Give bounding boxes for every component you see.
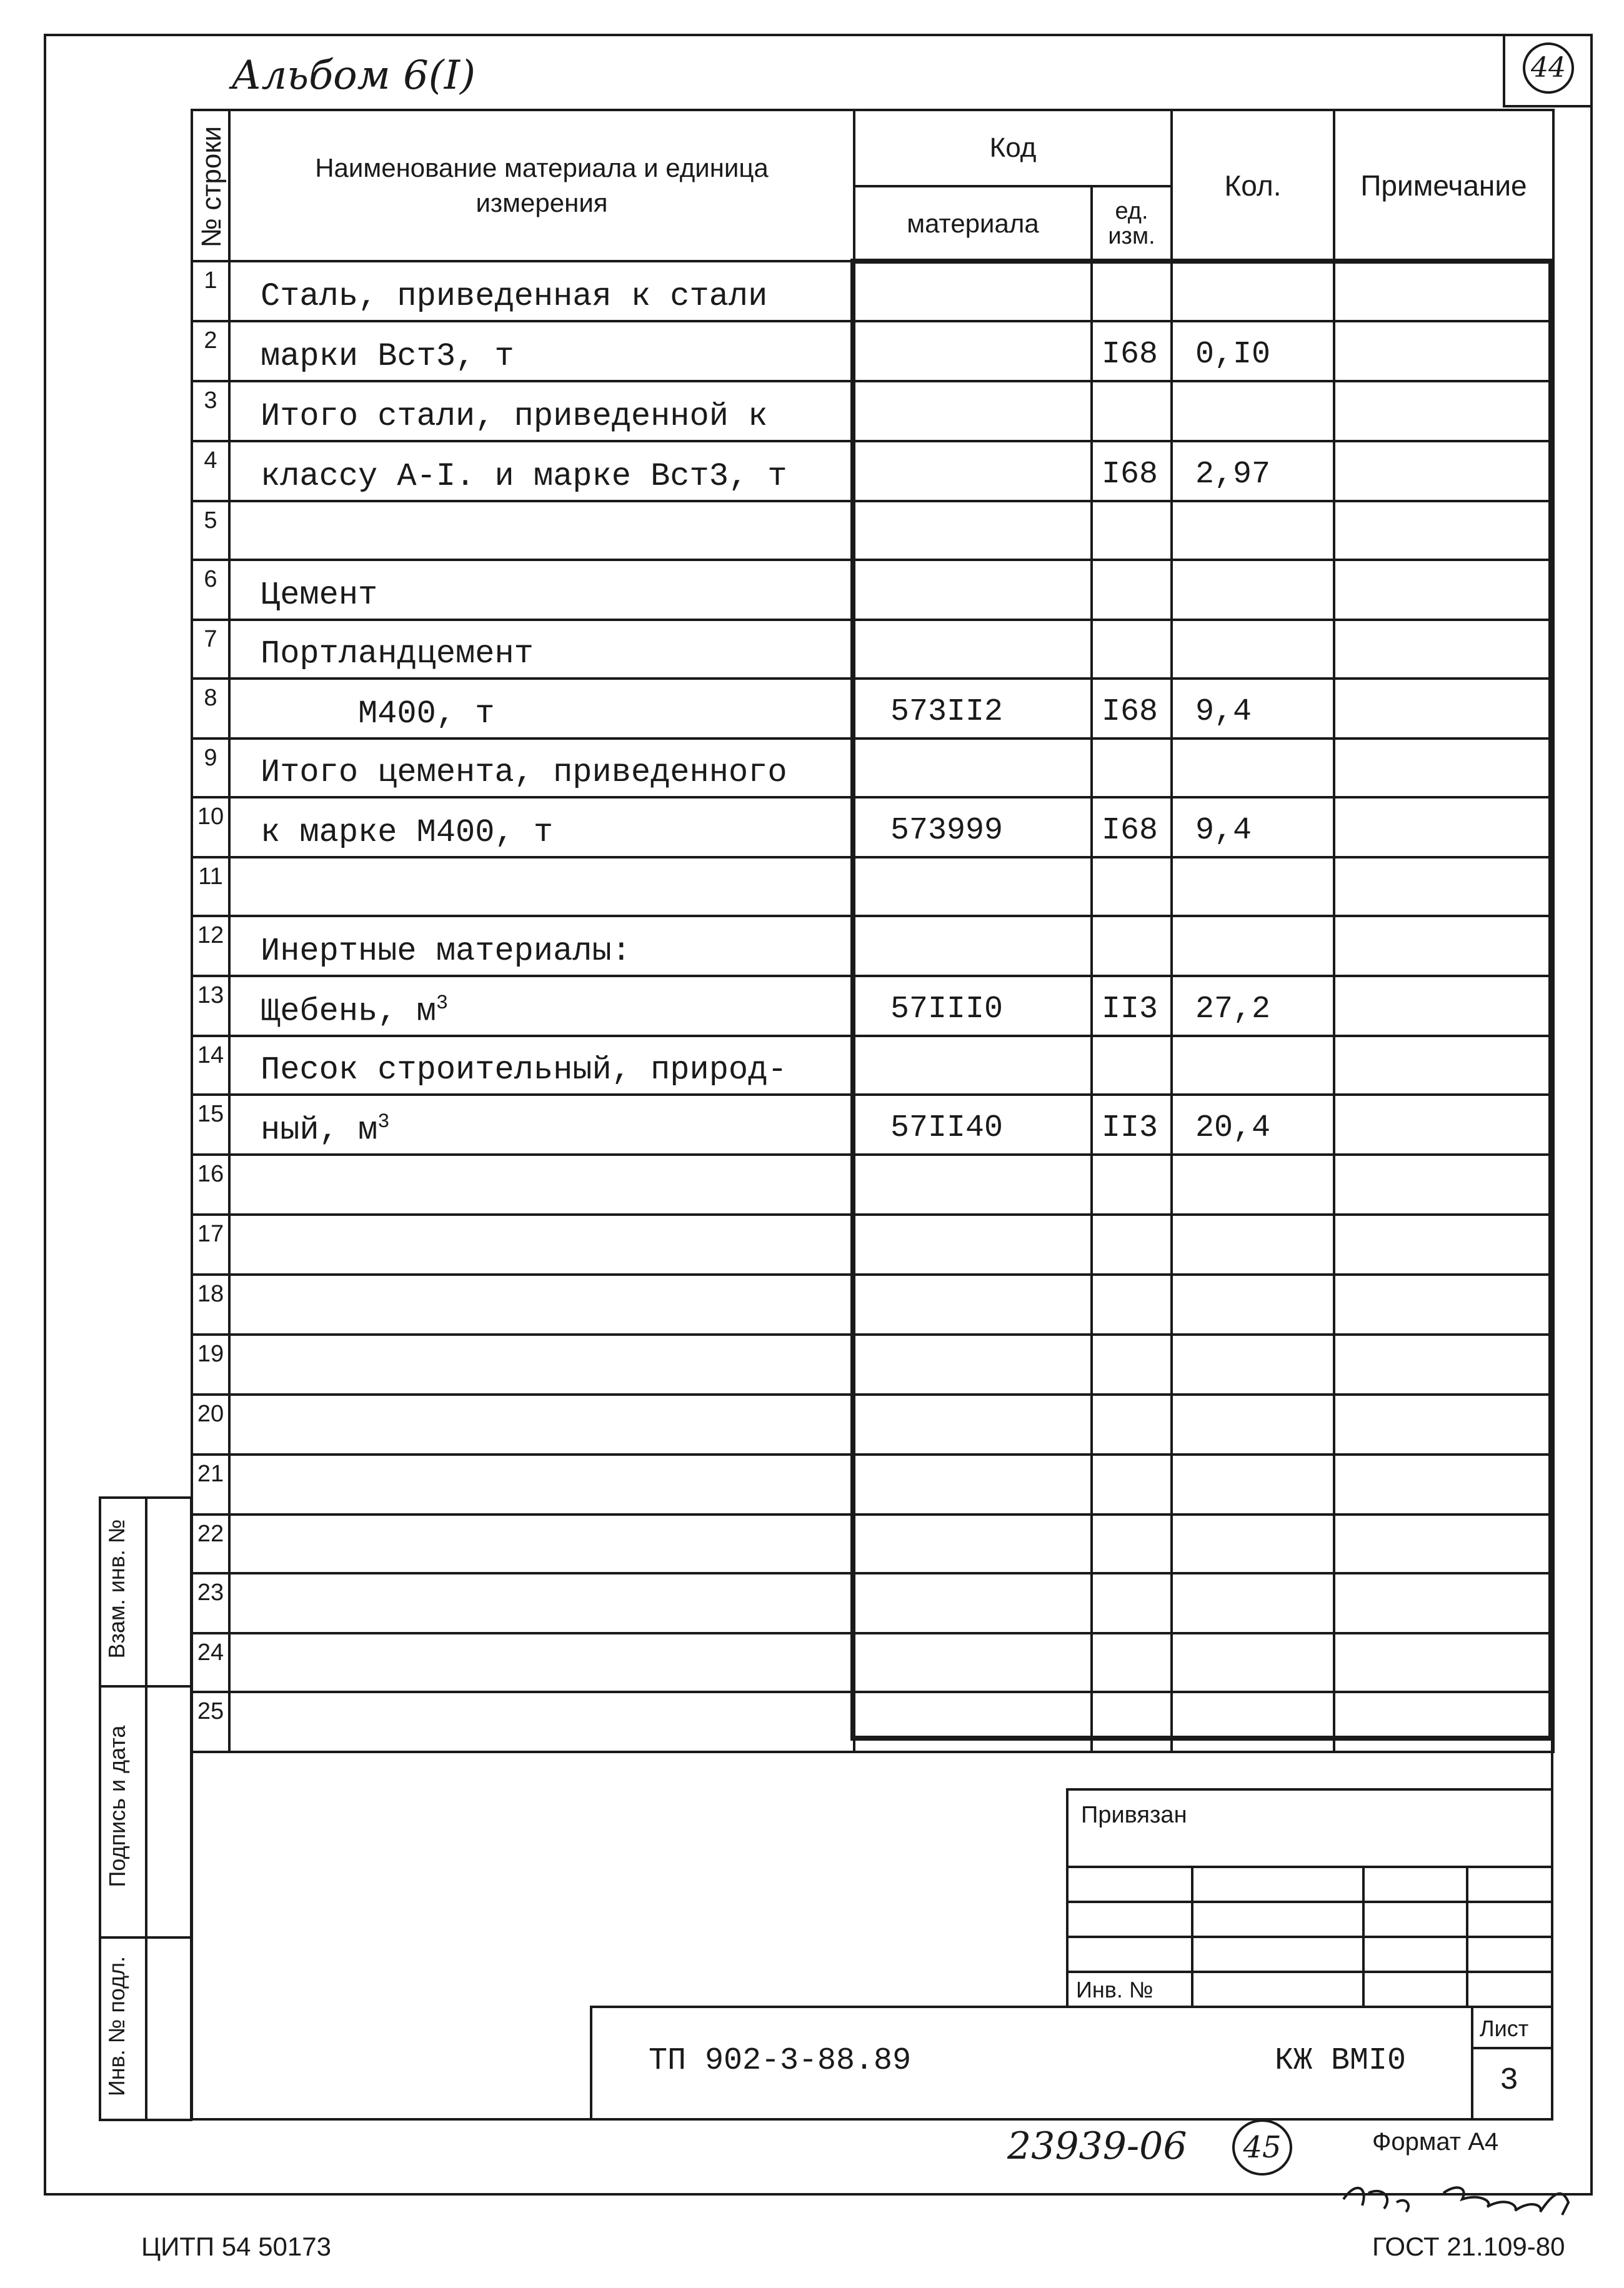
note (1334, 797, 1553, 857)
note (1334, 1095, 1553, 1155)
table-row (192, 739, 1553, 797)
material-code (854, 501, 1092, 560)
quantity (1172, 620, 1334, 679)
note (1334, 1573, 1553, 1633)
quantity (1172, 560, 1334, 620)
material-name (229, 501, 854, 560)
quantity (1172, 1215, 1334, 1275)
material-code (854, 620, 1092, 679)
note (1334, 1455, 1553, 1515)
table-row (192, 1455, 1553, 1515)
unit-code (1092, 739, 1172, 797)
material-code: 57III0 (854, 976, 1092, 1036)
material-name (229, 976, 854, 1036)
note (1334, 501, 1553, 560)
signature (1337, 2168, 1587, 2224)
material-name (229, 441, 854, 501)
table-row (192, 1573, 1553, 1633)
material-name (229, 1633, 854, 1692)
header-row-no (192, 110, 229, 261)
quantity: 20,4 (1172, 1095, 1334, 1155)
unit-code: I68 (1092, 441, 1172, 501)
material-name-text: Итого цемента, приведенного (261, 754, 787, 791)
note (1334, 1275, 1553, 1335)
table-row (192, 441, 1553, 501)
material-code: 57II40 (854, 1095, 1092, 1155)
material-code (854, 321, 1092, 381)
table-row (192, 1275, 1553, 1335)
material-name (229, 1155, 854, 1215)
header-code-material: материала (854, 186, 1092, 261)
unit-code (1092, 1155, 1172, 1215)
unit-code (1092, 1573, 1172, 1633)
material-name (229, 1275, 854, 1335)
quantity: 27,2 (1172, 976, 1334, 1036)
note (1334, 857, 1553, 916)
material-code: 573999 (854, 797, 1092, 857)
material-code (854, 1633, 1092, 1692)
row-number: 25 (192, 1692, 229, 1752)
material-name (229, 1515, 854, 1573)
quantity (1172, 1155, 1334, 1215)
note (1334, 321, 1553, 381)
unit-code: I68 (1092, 321, 1172, 381)
title-block (590, 2006, 1553, 2121)
table-row (192, 501, 1553, 560)
material-name-text: к марке М400, т (261, 814, 554, 851)
row-number: 4 (192, 441, 229, 501)
material-code (854, 739, 1092, 797)
material-name (229, 739, 854, 797)
table-row (192, 321, 1553, 381)
unit-code (1092, 560, 1172, 620)
material-name (229, 857, 854, 916)
unit-code (1092, 857, 1172, 916)
material-name-text: М400, т (261, 695, 495, 732)
material-name (229, 797, 854, 857)
quantity (1172, 1395, 1334, 1455)
note (1334, 1155, 1553, 1215)
material-code (854, 1335, 1092, 1395)
material-code (854, 381, 1092, 441)
material-name (229, 381, 854, 441)
unit-code: II3 (1092, 976, 1172, 1036)
material-name (229, 261, 854, 321)
material-code (854, 857, 1092, 916)
row-number: 18 (192, 1275, 229, 1335)
row-number: 17 (192, 1215, 229, 1275)
quantity (1172, 1275, 1334, 1335)
table-row (192, 381, 1553, 441)
header-qty: Кол. (1172, 110, 1334, 261)
archive-circle: 45 (1232, 2119, 1292, 2176)
material-name-text: ный, м (261, 1112, 378, 1148)
album-label: Альбом 6(I) (231, 52, 476, 99)
table-row (192, 916, 1553, 976)
quantity (1172, 916, 1334, 976)
material-name (229, 1095, 854, 1155)
note (1334, 1036, 1553, 1095)
material-code (854, 1036, 1092, 1095)
row-number: 10 (192, 797, 229, 857)
material-name-text: классу А-I. и марке Вст3, т (261, 458, 787, 495)
inv-no-label: Инв. № (1076, 1977, 1153, 2002)
material-name (229, 1573, 854, 1633)
table-row (192, 620, 1553, 679)
material-name-text: Щебень, м (261, 993, 436, 1030)
material-name-text: Цемент (261, 577, 378, 614)
quantity: 2,97 (1172, 441, 1334, 501)
unit-code (1092, 1335, 1172, 1395)
note (1334, 441, 1553, 501)
table-row (192, 1215, 1553, 1275)
doc-code: ТП 902-3-88.89 (649, 2043, 912, 2079)
unit-code (1092, 1275, 1172, 1335)
note (1334, 679, 1553, 739)
privyazan-block (1066, 1788, 1553, 2008)
material-code: 573II2 (854, 679, 1092, 739)
unit-code: I68 (1092, 797, 1172, 857)
quantity (1172, 1573, 1334, 1633)
gost-label: ГОСТ 21.109-80 (1372, 2232, 1565, 2261)
org-code: ЦИТП 54 50173 (141, 2232, 331, 2261)
material-name (229, 1215, 854, 1275)
material-code (854, 441, 1092, 501)
material-code (854, 1455, 1092, 1515)
table-row (192, 857, 1553, 916)
material-code (854, 1515, 1092, 1573)
row-number: 16 (192, 1155, 229, 1215)
material-name-text: Сталь, приведенная к стали (261, 278, 768, 315)
header-row-no-label: № строки (196, 126, 227, 248)
row-number: 11 (192, 857, 229, 916)
row-number: 8 (192, 679, 229, 739)
table-row (192, 1155, 1553, 1215)
doc-mark: КЖ ВМI0 (1275, 2043, 1407, 2079)
quantity (1172, 261, 1334, 321)
material-name (229, 1455, 854, 1515)
quantity: 9,4 (1172, 679, 1334, 739)
unit-code (1092, 620, 1172, 679)
note (1334, 1335, 1553, 1395)
unit-code (1092, 381, 1172, 441)
material-name (229, 916, 854, 976)
table-row (192, 679, 1553, 739)
unit-code: II3 (1092, 1095, 1172, 1155)
row-number: 12 (192, 916, 229, 976)
table-row (192, 976, 1553, 1036)
material-name-text: Портландцемент (261, 635, 534, 672)
material-code (854, 1573, 1092, 1633)
material-name (229, 321, 854, 381)
quantity (1172, 1455, 1334, 1515)
material-code (854, 1395, 1092, 1455)
quantity (1172, 739, 1334, 797)
note (1334, 916, 1553, 976)
table-row (192, 1515, 1553, 1573)
material-code (854, 560, 1092, 620)
table-row (192, 1036, 1553, 1095)
unit-code: I68 (1092, 679, 1172, 739)
header-name-label: Наименование материала и единица измерения (315, 153, 769, 217)
note (1334, 1633, 1553, 1692)
unit-code (1092, 1633, 1172, 1692)
unit-code (1092, 916, 1172, 976)
material-name-text: Инертные материалы: (261, 933, 631, 970)
row-number: 13 (192, 976, 229, 1036)
row-number: 20 (192, 1395, 229, 1455)
row-number: 6 (192, 560, 229, 620)
table-row (192, 1395, 1553, 1455)
note (1334, 620, 1553, 679)
unit-superscript: 3 (377, 1110, 390, 1133)
unit-code (1092, 1395, 1172, 1455)
unit-code (1092, 1455, 1172, 1515)
sheet-label: Лист (1480, 2016, 1529, 2041)
unit-code (1092, 261, 1172, 321)
row-number: 7 (192, 620, 229, 679)
row-number: 9 (192, 739, 229, 797)
table-row (192, 797, 1553, 857)
row-number: 21 (192, 1455, 229, 1515)
row-number: 19 (192, 1335, 229, 1395)
note (1334, 976, 1553, 1036)
row-number: 14 (192, 1036, 229, 1095)
page-number-circle: 44 (1523, 42, 1574, 94)
material-name-text: Итого стали, приведенной к (261, 398, 768, 435)
row-number: 24 (192, 1633, 229, 1692)
material-name (229, 1395, 854, 1455)
page-number-box (1503, 34, 1593, 107)
material-name (229, 560, 854, 620)
row-number: 2 (192, 321, 229, 381)
row-number: 23 (192, 1573, 229, 1633)
material-name (229, 620, 854, 679)
quantity (1172, 381, 1334, 441)
note (1334, 381, 1553, 441)
row-number: 5 (192, 501, 229, 560)
materials-table (191, 109, 1555, 1753)
note (1334, 560, 1553, 620)
table-row (192, 1335, 1553, 1395)
quantity (1172, 1335, 1334, 1395)
note (1334, 1215, 1553, 1275)
material-code (854, 1155, 1092, 1215)
unit-code (1092, 1215, 1172, 1275)
unit-code (1092, 1515, 1172, 1573)
material-name (229, 1036, 854, 1095)
unit-code (1092, 1036, 1172, 1095)
header-note: Примечание (1334, 110, 1553, 261)
label-podpis-data: Подпись и дата (104, 1725, 130, 1888)
table-row (192, 1633, 1553, 1692)
table-row (192, 1095, 1553, 1155)
material-name (229, 1335, 854, 1395)
archive-number: 23939-06 (1007, 2124, 1187, 2168)
material-code (854, 261, 1092, 321)
row-number: 22 (192, 1515, 229, 1573)
note (1334, 739, 1553, 797)
material-code (854, 1215, 1092, 1275)
note (1334, 1395, 1553, 1455)
material-code (854, 916, 1092, 976)
material-code (854, 1275, 1092, 1335)
table-row (192, 261, 1553, 321)
quantity (1172, 1633, 1334, 1692)
row-number: 1 (192, 261, 229, 321)
sheet-number: 3 (1500, 2063, 1519, 2099)
format-label: Формат А4 (1372, 2128, 1499, 2156)
note (1334, 1515, 1553, 1573)
quantity (1172, 501, 1334, 560)
material-name-text: марки Вст3, т (261, 338, 514, 375)
label-vzam-inv: Взам. инв. № (104, 1519, 129, 1659)
label-inv-podl: Инв. № подл. (104, 1956, 129, 2097)
privyazan-label: Привязан (1081, 1802, 1187, 1828)
row-number: 3 (192, 381, 229, 441)
unit-superscript: 3 (436, 991, 449, 1015)
material-name-text: Песок строительный, природ- (261, 1052, 787, 1088)
quantity: 9,4 (1172, 797, 1334, 857)
header-code: Код (854, 110, 1172, 186)
unit-code (1092, 501, 1172, 560)
quantity (1172, 857, 1334, 916)
header-code-unit: ед. изм. (1092, 186, 1172, 261)
quantity (1172, 1515, 1334, 1573)
material-name (229, 679, 854, 739)
row-number: 15 (192, 1095, 229, 1155)
table-row (192, 560, 1553, 620)
note (1334, 261, 1553, 321)
header-name (229, 110, 854, 261)
quantity (1172, 1036, 1334, 1095)
quantity: 0,I0 (1172, 321, 1334, 381)
